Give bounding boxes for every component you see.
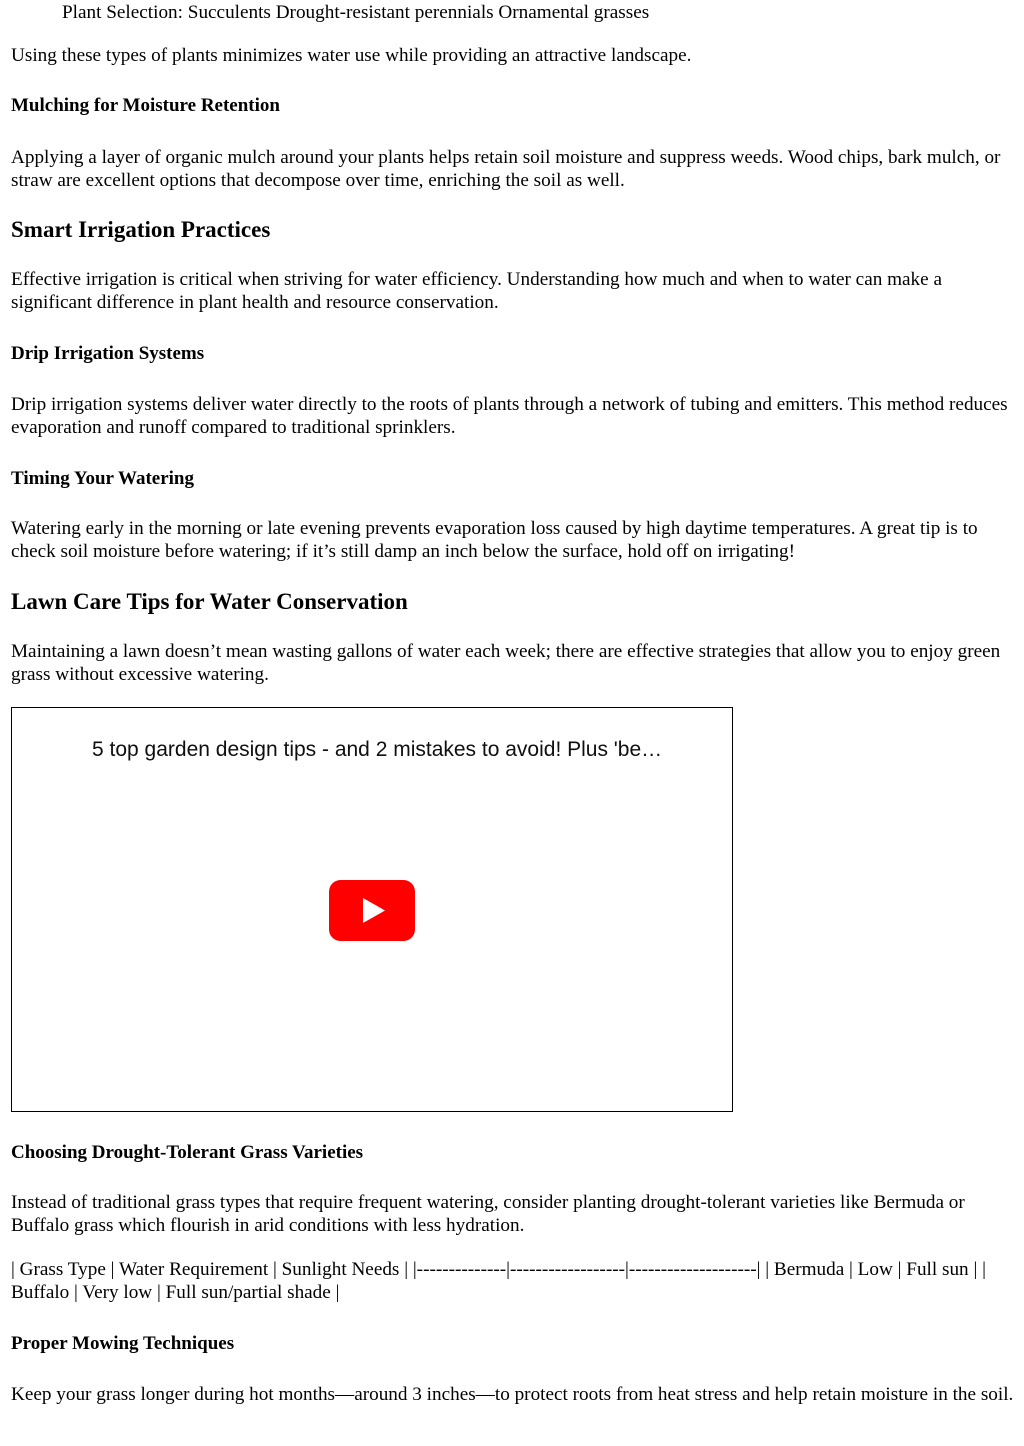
timing-heading: Timing Your Watering: [11, 468, 194, 489]
drip-paragraph: Drip irrigation systems deliver water directly to the roots of plants through a network of tubing and emitters. This method reduces evaporation and runoff compared to traditional sprinklers.: [11, 394, 1008, 438]
plant-selection-note: Using these types of plants minimizes water use while providing an attractive landscape.: [11, 45, 692, 66]
mulching-heading: Mulching for Moisture Retention: [11, 95, 280, 116]
mowing-paragraph: Keep your grass longer during hot months—around 3 inches—to protect roots from heat stress and help retain moisture in the soil.: [11, 1384, 1014, 1405]
drip-heading: Drip Irrigation Systems: [11, 343, 205, 364]
lawn-heading: Lawn Care Tips for Water Conservation: [11, 589, 408, 614]
grass-paragraph: Instead of traditional grass types that require frequent watering, consider planting drought-tolerant varieties like Bermuda or Buffalo grass which flourish in arid conditions with less hydration.: [11, 1192, 965, 1236]
plant-selection-line: Plant Selection: Succulents Drought-resistant perennials Ornamental grasses: [62, 2, 650, 23]
youtube-play-icon[interactable]: [329, 880, 415, 941]
mulching-paragraph: Applying a layer of organic mulch around your plants helps retain soil moisture and suppress weeds. Wood chips, bark mulch, or straw are excellent options that decompose over time, enriching the soil as well.: [11, 147, 1001, 191]
lawn-paragraph: Maintaining a lawn doesn’t mean wasting gallons of water each week; there are effective strategies that allow you to enjoy green grass without excessive watering.: [11, 641, 1001, 685]
irrigation-heading: Smart Irrigation Practices: [11, 217, 271, 242]
irrigation-paragraph: Effective irrigation is critical when striving for water efficiency. Understanding how much and when to water can make a significant difference in plant health and resource conservation.: [11, 269, 942, 313]
timing-paragraph: Watering early in the morning or late evening prevents evaporation loss caused by high daytime temperatures. A great tip is to check soil moisture before watering; if it’s still damp an inch below the surface, hold off on irrigating!: [11, 518, 978, 562]
mowing-heading: Proper Mowing Techniques: [11, 1333, 235, 1354]
video-title[interactable]: 5 top garden design tips - and 2 mistakes to avoid! Plus 'be…: [92, 738, 663, 761]
grass-heading: Choosing Drought-Tolerant Grass Varieties: [11, 1142, 364, 1163]
youtube-video-embed[interactable]: [11, 707, 733, 1112]
grass-table-text: | Grass Type | Water Requirement | Sunlight Needs | |--------------|------------------|--------------------| | Bermuda | Low | Full sun | | Buffalo | Very low | Full sun/partial shade |: [11, 1259, 986, 1303]
